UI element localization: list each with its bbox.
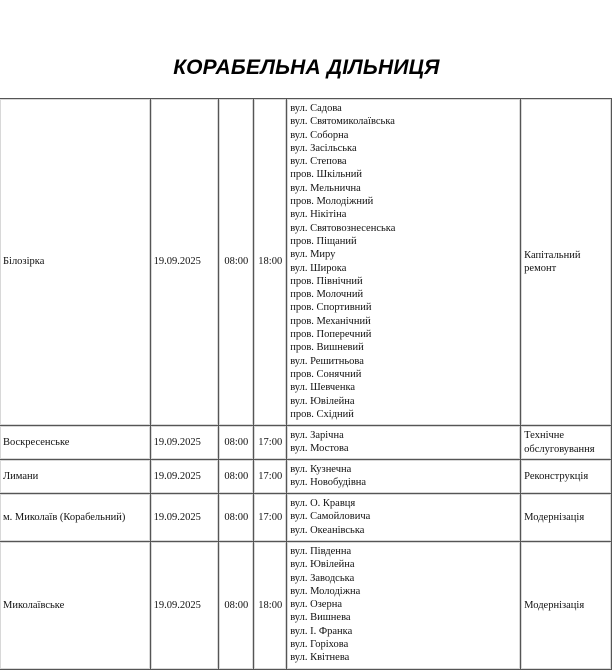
work-type-cell: Реконструкція [521,460,612,494]
street-item: вул. Новобудівна [290,477,367,489]
table-row [0,426,612,460]
date-cell: 19.09.2025 [150,460,219,494]
street-item: вул. Соборна [290,129,349,141]
start-time-cell: 08:00 [219,494,254,542]
street-item: вул. Південна [290,546,352,557]
street-item: вул. Решитньова [290,355,364,367]
street-item: вул. Шевченка [290,382,356,394]
settlement-cell: Воскресенське [0,426,150,460]
street-item: вул. Нікітіна [290,209,347,221]
work-type-cell: Модернізація [521,494,612,542]
street-item: вул. Степова [290,156,347,168]
table-row [0,542,612,670]
date-cell: 19.09.2025 [150,494,219,542]
work-type-cell: Капітальний ремонт [521,99,612,426]
street-item: вул. Горіхова [290,639,349,651]
street-item: пров. Піщаний [290,235,357,247]
streets-cell [287,99,521,426]
settlement-cell: Миколаївське [0,542,150,670]
street-item: вул. Самойловича [290,511,371,523]
table-row [0,494,612,542]
outage-schedule-table [0,98,612,670]
street-item: вул. Кузнечна [290,464,352,475]
street-item: вул. Молодіжна [290,585,361,597]
start-time-cell: 08:00 [219,426,254,460]
street-item: вул. Садова [290,103,342,114]
street-item: пров. Північний [290,275,363,287]
street-item: вул. Вишнева [290,612,351,624]
end-time-cell: 18:00 [254,542,287,670]
settlement-cell: Лимани [0,460,150,494]
work-type-cell: Технічне обслуговування [521,426,612,460]
street-item: вул. І. Франка [290,625,353,637]
street-item: вул. О. Кравця [290,498,356,509]
start-time-cell: 08:00 [219,542,254,670]
street-item: вул. Мостова [290,443,349,455]
start-time-cell: 08:00 [219,460,254,494]
page-title: КОРАБЕЛЬНА ДІЛЬНИЦЯ [173,56,440,79]
date-cell: 19.09.2025 [150,426,219,460]
streets-cell [287,460,521,494]
date-cell: 19.09.2025 [150,99,219,426]
street-item: пров. Поперечний [290,329,372,341]
street-item: пров. Молодіжний [290,196,374,208]
work-type-cell: Модернізація [521,542,612,670]
table-row [0,460,612,494]
date-cell: 19.09.2025 [150,542,219,670]
street-item: пров. Молочний [290,289,364,301]
street-item: пров. Вишневий [290,342,364,354]
street-item: вул. Океанівська [290,524,365,536]
end-time-cell: 17:00 [254,460,287,494]
end-time-cell: 17:00 [254,494,287,542]
street-item: пров. Спортивний [290,302,372,314]
street-item: вул. Миру [290,249,336,261]
street-item: вул. Мельнична [290,182,361,194]
street-item: вул. Ювілейна [290,395,355,407]
end-time-cell: 17:00 [254,426,287,460]
streets-cell [287,494,521,542]
street-item: пров. Механічний [290,315,371,327]
street-item: вул. Озерна [290,599,343,611]
street-item: вул. Святомиколаївська [290,116,395,128]
end-time-cell: 18:00 [254,99,287,426]
street-item: пров. Шкільний [290,169,363,181]
table-row [0,99,612,426]
start-time-cell: 08:00 [219,99,254,426]
street-item: вул. Широка [290,262,347,274]
street-item: вул. Зарічна [290,430,344,441]
street-item: пров. Східний [290,408,354,420]
street-item: вул. Святовознесенська [290,222,396,234]
street-item: пров. Сонячний [290,368,362,380]
street-item: вул. Заводська [290,572,355,584]
street-item: вул. Квітнева [290,652,350,664]
street-item: вул. Засільська [290,142,357,154]
streets-cell [287,542,521,670]
streets-cell [287,426,521,460]
table-body [0,99,612,670]
settlement-cell: м. Миколаїв (Корабельний) [0,494,150,542]
street-item: вул. Ювілейна [290,559,355,571]
settlement-cell: Білозірка [0,99,150,426]
